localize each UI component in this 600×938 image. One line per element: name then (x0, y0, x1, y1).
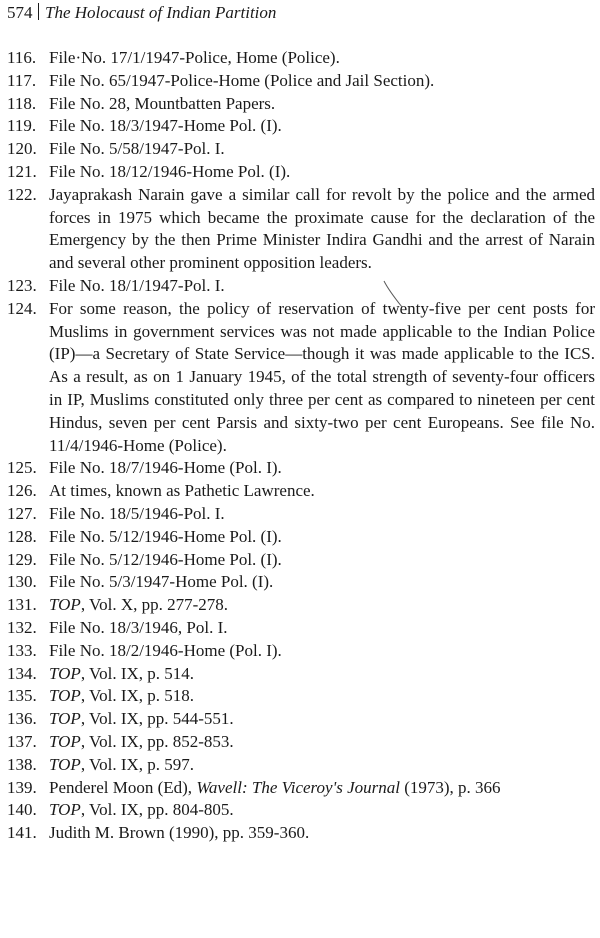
endnote-item (0, 93, 600, 116)
pen-stroke-mark (382, 280, 404, 308)
endnote-item (0, 685, 600, 708)
text-run: File No. 5/12/1946-Home Pol. (I). (49, 526, 282, 546)
endnote-item (0, 47, 600, 70)
endnote-item (0, 298, 600, 458)
endnote-number: 122. (7, 184, 37, 204)
italic-title: TOP (49, 595, 81, 615)
endnote-text (49, 550, 282, 569)
text-run: For some reason, the policy of reservation of twenty-five per cent posts for Muslims in government services was not made applicable to the Indian Police (IP)—a Secretary of State Service—though it was made applicable to the ICS. As a result, as on 1 January 1945, of the total strength of seventy-four officers in IP, Muslims constituted only three per cent as compared to nineteen per cent Hindus, seven per cent Parsis and sixty-two per cent Europeans. See file No. 11/4/1946-Home (Police). (49, 298, 595, 455)
text-run: File No. 5/58/1947-Pol. I. (49, 139, 225, 159)
text-run: At times, known as Pathetic Lawrence. (49, 481, 315, 501)
endnote-text (49, 641, 282, 660)
endnote-number: 134. (7, 663, 37, 683)
text-run: File·No. 17/1/1947-Police, Home (Police). (49, 48, 340, 67)
endnote-text (49, 71, 434, 90)
endnote-item (0, 161, 600, 184)
endnote-text (49, 139, 225, 158)
text-run: , Vol. X, pp. 277-278. (80, 595, 229, 615)
endnote-number: 141. (7, 823, 37, 843)
endnote-item (0, 549, 600, 572)
endnote-number: 139. (7, 777, 37, 797)
endnote-number: 138. (7, 754, 37, 774)
text-run: File No. 18/12/1946-Home Pol. (I). (49, 161, 291, 181)
text-run: File No. 5/12/1946-Home Pol. (I). (49, 549, 282, 569)
text-run: File No. 18/1/1947-Pol. I. (49, 275, 225, 295)
endnote-text (49, 778, 501, 797)
endnote-item (0, 822, 600, 845)
text-run: File No. 18/3/1946, Pol. I. (49, 617, 228, 637)
endnote-number: 127. (7, 503, 37, 523)
text-run: (1973), p. 366 (399, 777, 501, 797)
endnote-text (49, 572, 273, 591)
endnote-item (0, 754, 600, 777)
endnote-number: 140. (7, 800, 37, 820)
endnote-text (49, 664, 194, 683)
endnote-text (49, 276, 225, 295)
endnote-text (49, 823, 309, 842)
endnote-item (0, 708, 600, 731)
endnote-item (0, 731, 600, 754)
endnote-item (0, 184, 600, 275)
endnote-number: 116. (7, 48, 37, 67)
endnote-text (49, 709, 234, 728)
endnote-item (0, 571, 600, 594)
endnote-item (0, 663, 600, 686)
endnote-number: 136. (7, 709, 37, 729)
endnote-text (49, 116, 282, 135)
endnote-text (49, 94, 275, 113)
endnote-text (49, 299, 595, 455)
endnote-number: 123. (7, 275, 37, 295)
endnote-item (0, 138, 600, 161)
endnote-item (0, 777, 600, 800)
endnote-number: 128. (7, 526, 37, 546)
endnote-number: 130. (7, 572, 37, 592)
endnote-number: 118. (7, 93, 37, 113)
text-run: , Vol. IX, p. 514. (80, 663, 195, 683)
endnote-item (0, 617, 600, 640)
text-run: File No. 65/1947-Police-Home (Police and Jail Section). (49, 70, 435, 90)
italic-title: Wavell: The Viceroy's Journal (196, 777, 400, 797)
endnote-text (49, 595, 228, 614)
endnote-item (0, 526, 600, 549)
text-run: Jayaprakash Narain gave a similar call for revolt by the police and the armed forces in 1975 which became the proximate cause for the declaration of the Emergency by the then Prime Minister Indira Gandhi and the arrest of Narain and several other prominent opposition leaders. (49, 184, 595, 273)
endnote-number: 124. (7, 298, 37, 318)
endnote-number: 137. (7, 731, 37, 751)
endnote-number: 129. (7, 549, 37, 569)
endnote-text (49, 458, 282, 477)
italic-title: TOP (49, 800, 81, 820)
endnote-text (49, 185, 595, 272)
endnote-text (49, 755, 194, 774)
italic-title: TOP (49, 709, 81, 729)
text-run: Judith M. Brown (1990), pp. 359-360. (49, 823, 310, 843)
endnote-text (49, 527, 282, 546)
text-run: File No. 18/7/1946-Home (Pol. I). (49, 458, 282, 478)
endnote-text (49, 504, 225, 523)
endnote-text (49, 48, 340, 67)
endnote-number: 125. (7, 458, 37, 478)
endnote-item (0, 799, 600, 822)
endnote-number: 135. (7, 686, 37, 706)
endnote-text (49, 800, 234, 819)
endnote-number: 133. (7, 640, 37, 660)
endnote-number: 126. (7, 481, 37, 501)
book-title: The Holocaust of Indian Partition (45, 3, 277, 22)
header-divider (38, 3, 40, 20)
endnote-item (0, 70, 600, 93)
italic-title: TOP (49, 663, 81, 683)
endnote-text (49, 686, 194, 705)
endnote-item (0, 640, 600, 663)
endnote-text (49, 618, 228, 637)
running-head (7, 2, 276, 24)
text-run: , Vol. IX, p. 597. (80, 754, 195, 774)
endnote-number: 131. (7, 595, 37, 615)
text-run: , Vol. IX, pp. 804-805. (80, 800, 234, 820)
endnote-text (49, 162, 290, 181)
endnote-text (49, 481, 315, 500)
italic-title: TOP (49, 754, 81, 774)
text-run: Penderel Moon (Ed), (49, 777, 197, 797)
endnote-item (0, 457, 600, 480)
text-run: File No. 18/5/1946-Pol. I. (49, 503, 225, 523)
text-run: , Vol. IX, p. 518. (80, 686, 195, 706)
text-run: , Vol. IX, pp. 544-551. (80, 709, 234, 729)
endnote-number: 119. (7, 116, 37, 136)
text-run: File No. 18/2/1946-Home (Pol. I). (49, 640, 282, 660)
endnote-item (0, 275, 600, 298)
endnote-number: 132. (7, 617, 37, 637)
endnote-number: 120. (7, 139, 37, 159)
text-run: File No. 5/3/1947-Home Pol. (I). (49, 572, 274, 592)
endnotes-list (0, 47, 600, 845)
endnote-text (49, 732, 234, 751)
endnote-item (0, 594, 600, 617)
italic-title: TOP (49, 731, 81, 751)
text-run: File No. 28, Mountbatten Papers. (49, 93, 276, 113)
endnote-item (0, 480, 600, 503)
italic-title: TOP (49, 686, 81, 706)
endnote-number: 117. (7, 70, 37, 90)
endnote-item (0, 115, 600, 138)
page-number: 574 (7, 3, 33, 22)
text-run: , Vol. IX, pp. 852-853. (80, 731, 234, 751)
endnote-item (0, 503, 600, 526)
endnote-number: 121. (7, 161, 37, 181)
text-run: File No. 18/3/1947-Home Pol. (I). (49, 116, 282, 136)
